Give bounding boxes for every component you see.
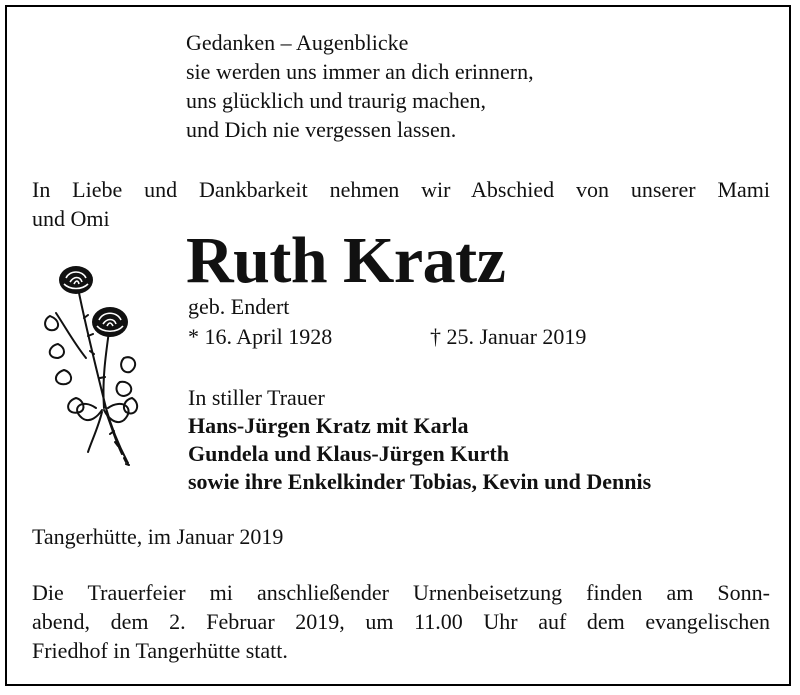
mourner-line: Gundela und Klaus-Jürgen Kurth: [188, 441, 509, 466]
birth-name: geb. Endert: [188, 294, 290, 319]
intro-line: und Omi: [32, 206, 110, 231]
roses-icon: [36, 258, 146, 470]
poem-line: sie werden uns immer an dich erinnern,: [186, 59, 534, 84]
service-line: abend, dem 2. Februar 2019, um 11.00 Uhr auf dem evangelischen: [32, 609, 770, 634]
intro-line: In Liebe und Dankbarkeit nehmen wir Abschied von unserer Mami: [32, 177, 770, 202]
birth-date: * 16. April 1928: [188, 324, 333, 349]
poem-line: und Dich nie vergessen lassen.: [186, 117, 457, 142]
service-line: Friedhof in Tangerhütte statt.: [32, 638, 288, 663]
place-date: Tangerhütte, im Januar 2019: [32, 524, 284, 549]
poem-line: Gedanken – Augenblicke: [186, 30, 409, 55]
poem: [186, 28, 534, 144]
death-date: † 25. Januar 2019: [430, 324, 587, 349]
funeral-service-text: [32, 578, 770, 665]
mourner-line: sowie ihre Enkelkinder Tobias, Kevin und Dennis: [188, 469, 652, 494]
deceased-name: Ruth Kratz: [186, 224, 506, 297]
mourners-block: [188, 384, 651, 496]
mourner-line: Hans-Jürgen Kratz mit Karla: [188, 413, 469, 438]
mourning-heading: In stiller Trauer: [188, 385, 325, 410]
poem-line: uns glücklich und traurig machen,: [186, 88, 486, 113]
life-dates: [188, 324, 587, 350]
service-line: Die Trauerfeier mi anschließender Urnenbeisetzung finden am Sonn-: [32, 580, 770, 605]
